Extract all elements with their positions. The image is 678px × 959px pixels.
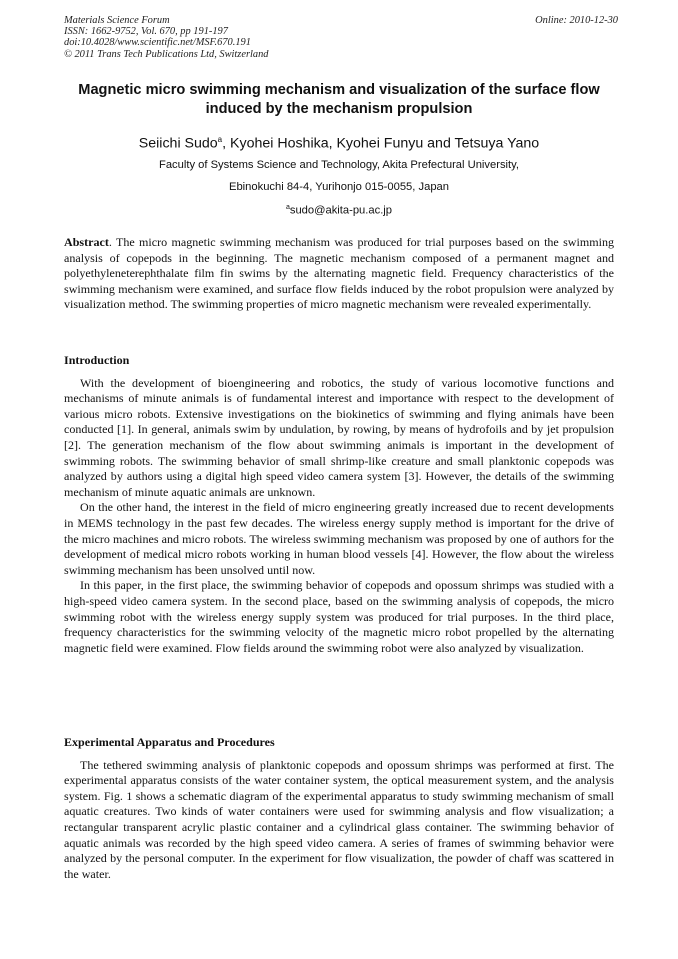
abstract-block (64, 235, 614, 313)
affiliation-line-1: Faculty of Systems Science and Technology, Akita Prefectural University, (158, 159, 520, 171)
first-author-superscript: a (217, 135, 223, 144)
introduction-heading: Introduction (64, 353, 130, 367)
author-email (64, 201, 614, 218)
other-authors: , Kyohei Hoshika, Kyohei Funyu and Tetsuya Yano (222, 135, 540, 152)
journal-name: Materials Science Forum (64, 15, 170, 26)
intro-paragraph: In this paper, in the first place, the swimming behavior of copepods and opossum shrimps was studied with a high-speed video camera system. In the second place, based on the swimming analysis of copepods, the micro swimming robot with the wireless energy supply system was produced for trial purposes. In the third place, frequency characteristics for the swimming velocity of the magnetic micro robot propelled by the alternating magnetic field were examined. Flow fields around the swimming robot were also analyzed by visualization. (64, 578, 614, 655)
intro-paragraph: With the development of bioengineering and robotics, the study of various locomotive functions and mechanisms of minute animals is of fundamental interest and importance with respect to the development of various micro robots. Extensive investigations on the biokinetics of swimming and flying animals have been conducted [1]. In general, animals swim by undulation, by rowing, by means of hydrofoils and by jet propulsion [2]. The generation mechanism of the flow about swimming animals is important in the development of swimming robots. The swimming behavior of small shrimp-like creature and small planktonic copepods was analyzed by authors using a digital high speed video camera system [3]. However, the details of the swimming mechanism of minute aquatic animals are unknown. (64, 375, 614, 499)
issn-line: ISSN: 1662-9752, Vol. 670, pp 191-197 (64, 26, 228, 38)
publication-header (64, 15, 618, 60)
intro-paragraph: On the other hand, the interest in the field of micro engineering greatly increased due to recent developments in MEMS technology in the past few decades. The wireless energy supply method is important for the drive of the micro machines and micro robots. The wireless swimming mechanism was proposed by one of authors for the development of medical micro robots working in human blood vessels [4]. However, the flow about the wireless swimming mechanism has been unsolved until now. (64, 500, 614, 577)
affiliation-line-2: Ebinokuchi 84-4, Yurihonjo 015-0055, Japan (229, 181, 449, 193)
copyright-line: © 2011 Trans Tech Publications Ltd, Switzerland (64, 48, 269, 60)
experimental-section (64, 735, 614, 882)
abstract-label: Abstract (64, 235, 109, 249)
abstract-text: . The micro magnetic swimming mechanism was produced for trial purposes based on the swimming analysis of copepods in the beginning. The magnetic mechanism composed of a permanent magnet and polyethyleneterephthalate film fin swims by the alternating magnetic field. Frequency characteristics of the swimming mechanism were examined, and surface flow fields induced by the robot propulsion were analyzed by visualization method. The swimming properties of micro magnetic mechanism were revealed experimentally. (64, 235, 614, 312)
first-author: Seiichi Sudo (138, 135, 218, 152)
introduction-section (64, 353, 614, 656)
experimental-paragraph: The tethered swimming analysis of planktonic copepods and opossum shrimps was performed at first. The experimental apparatus consists of the water container system, the optical measurement system, and the analysis system. Fig. 1 shows a schematic diagram of the experimental apparatus to study swimming mechanism of small aquatic creatures. Two kinds of water containers were used for swimming analysis and flow visualization; a rectangular transparent acrylic plastic container and a cylindrical glass container. The swimming behavior of aquatic animals was recorded by the high speed video camera. A series of frames of swimming behavior were analyzed by the personal computer. In the experiment for flow visualization, the powder of chaff was scattered in the water. (64, 757, 614, 881)
online-date: Online: 2010-12-30 (535, 15, 618, 26)
experimental-heading: Experimental Apparatus and Procedures (64, 735, 275, 749)
abstract-paragraph (64, 235, 614, 313)
author-list (64, 131, 614, 153)
email-address: sudo@akita-pu.ac.jp (289, 204, 393, 217)
email-superscript: a (285, 204, 290, 211)
doi-line: doi:10.4028/www.scientific.net/MSF.670.191 (64, 37, 251, 49)
paper-title: Magnetic micro swimming mechanism and visualization of the surface flow induced by the mechanism propulsion (78, 82, 600, 117)
